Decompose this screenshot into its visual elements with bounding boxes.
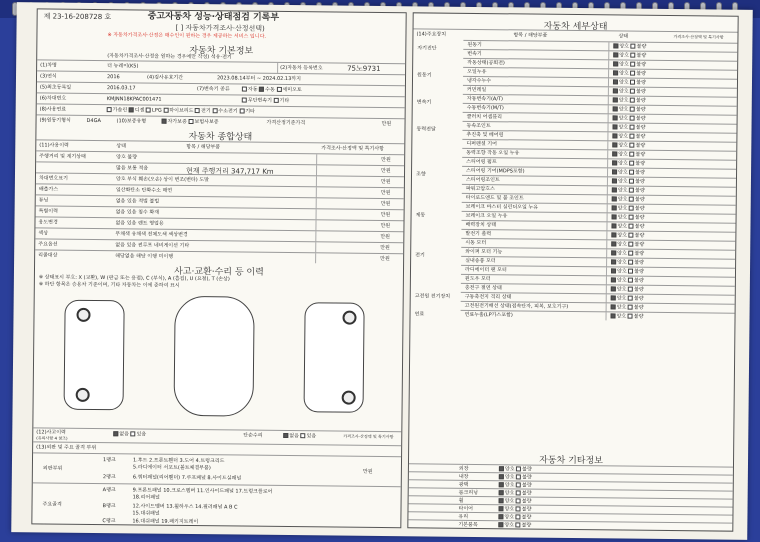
doc-number: 제 23-16-208728 호: [43, 12, 112, 22]
frame-parts: 주요골격 A랭크 9.프론트패널 10.크로스멤버 11.인사이드패널 17.트렁크플로어 18.리어패널 B랭크 12.사이드멤버 13.휠하우스 14.필러패널 A B C 15.대쉬패널 C랭크 16.대쉬패널 19.패키지트레이: [32, 482, 400, 529]
details-title: 자동차 세부상태: [543, 21, 608, 33]
details-row: 구동축전지 격리 상태 양호 불량: [461, 292, 735, 304]
details-group-label: 원동기: [417, 72, 432, 79]
row-accident: (12)사고이력 (유의사항 4 참조) 없음 있음 단순수리 없음 있음 가격조사·산정액 및 특기사항: [33, 427, 401, 442]
row-year: (3)연식 2016 (4)검사유효기간 2023.08.14부터 ~ 2024.02.13까지: [37, 70, 405, 85]
details-row: 시동 모터 양호 불량: [461, 238, 735, 250]
details-group-label: 고전원 전기장치: [414, 292, 451, 300]
accident-note-1: ※ 상태표시 부호: X (교환), W (판금 또는 용접), C (부식), A (흠집), U (요철), T (손상): [38, 274, 230, 283]
details-row: 오일누유 양호 불량: [463, 67, 737, 79]
appearance-row: 룸크리닝 양호 불량: [409, 487, 733, 498]
details-group-label: 전기: [415, 252, 425, 259]
appearance-row: 휠 양호 불량: [409, 495, 733, 506]
overall-row: 튜닝 없음 있음 적법 불법 만원: [36, 194, 404, 209]
details-row: 스티어링 펌프 양호 불량: [462, 157, 736, 169]
details-row: 커먼레일 양호 불량: [463, 85, 737, 97]
details-row: 스티어링 기어(MDPS포함) 양호 불량: [462, 166, 736, 178]
details-row: 라디에이터 팬 모터 양호 불량: [461, 265, 735, 277]
row-vin: (6)차대번호 KMJNN18KPAC001471 무단변속기 기타: [37, 92, 405, 107]
appearance-row: 유리 양호 불량: [408, 511, 732, 522]
appearance-title: 자동차 기타정보: [539, 455, 603, 467]
details-row: 타이로드엔드 및 볼 조인트 양호 불량: [462, 193, 736, 205]
details-row: 연료누출(LP가스포함) 양호 불량: [461, 310, 735, 322]
details-row: 스티어링조인트 양호 불량: [462, 175, 736, 187]
doc-notice: ※ 자동차가격조사·산정은 매수인이 원하는 경우 제공하는 서비스 입니다.: [107, 32, 267, 40]
row-fuel: (8)사용연료 가솔린 디젤 LPG 하이브리드 전기 수소전기 기타: [37, 103, 405, 118]
details-row: 냉각수누수 양호 불량: [463, 76, 737, 88]
details-row: 발전기 출력 양호 불량: [461, 229, 735, 241]
details-row: 실내송풍 모터 양호 불량: [461, 256, 735, 268]
overall-row: 많음 보통 적음 만원: [36, 161, 404, 176]
details-row: 원동기 양호 불량: [463, 40, 737, 52]
overall-row: 용도변경 없음 있음 렌트 영업용 만원: [35, 216, 403, 231]
outer-panels: 외판부위 1랭크 1.후드 2.프론트휀더 3.도어 4.트렁크리드 5.라디에이터 서포트(볼트체결부품) 2랭크 6.쿼터패널(리어휀더) 7.루프패널 8.사이드실패널 만원: [33, 452, 401, 486]
details-row: 수동변속기(M/T) 양호 불량: [463, 103, 737, 115]
details-row: 고전원전기배선 상태(접속단자, 피복, 보호기구) 양호 불량: [461, 301, 735, 313]
row-car-name: (1)차명 더 뉴레이(K5) (2)자동차 등록번호 75노9731: [37, 59, 405, 74]
car-side-left: [64, 300, 125, 411]
first-reg: 2016.03.17: [106, 85, 136, 92]
details-row: 추진축 및 베어링 양호 불량: [462, 130, 736, 142]
overall-row: 주행거리 및 계기상태 양호 불량 만원: [36, 150, 404, 165]
year: 2016: [106, 74, 120, 81]
appearance-row: 광택 양호 불량: [409, 479, 733, 490]
doc-title: 중고자동차 성능·상태점검 기록부: [147, 11, 280, 23]
details-group-label: 제동: [415, 211, 426, 218]
parts-header: (13)외판 및 주요 골격 부위: [33, 441, 401, 456]
details-row: 브레이크 마스터 실린더오일 누유 양호 불량: [462, 202, 736, 214]
details-row: 배력장치 상태 양호 불량: [461, 220, 735, 232]
details-row: 와이퍼 모터 기능 양호 불량: [461, 247, 735, 259]
details-row: 클러치 어셈블리 양호 불량: [463, 112, 737, 124]
overall-title: 자동차 종합상태: [188, 131, 253, 143]
details-row: 충전구 절연 상태 양호 불량: [461, 283, 735, 295]
basic-info-note: (자동차가격조사·산정을 원하는 경우에만 작성) 석유·전기: [107, 53, 232, 61]
row-first-reg: (5)최초등록일 2016.03.17 (7)변속기 종류 자동 수동 세미오토: [37, 81, 405, 96]
inspection-period: 2023.08.14부터 ~ 2024.02.13까지: [216, 75, 301, 83]
car-top-view: [173, 296, 254, 417]
overall-header: (11)사용이력 상태 항목 / 해당부품 가격조사·산정액 및 특기사항: [36, 139, 404, 154]
appearance-row: 내장 양호 불량: [409, 471, 733, 482]
details-rows: [414, 13, 738, 16]
details-group-label: 변속기: [416, 99, 432, 106]
odometer: 현재 주행거리 347,717 Km: [185, 166, 274, 176]
inspection-sheet: [11, 2, 753, 540]
details-header: (14)주요장치 항목 / 해당부품 상태 가격조사·산정액 및 특기사항: [413, 28, 737, 42]
details-group-label: 동력전달: [416, 126, 436, 133]
accident-note-2: ※ 하단 항목은 승용차 기준이며, 기타 자동차는 이에 준하여 표시: [38, 281, 180, 289]
details-row: 등속조인트 양호 불량: [462, 121, 736, 133]
details-group-label: 연료: [414, 310, 425, 317]
overall-row: 특별이력 없음 있음 침수 화재 만원: [36, 205, 404, 220]
overall-row: 차대번호표기 양호 부식 훼손(오손) 상이 변조(변타) 도말 만원: [36, 172, 404, 187]
appearance-row: 타이어 양호 불량: [408, 503, 732, 514]
basic-info-title: 자동차 기본정보: [189, 45, 254, 57]
engine: D4GA: [86, 117, 101, 125]
right-page: [407, 12, 738, 531]
accident-title: 사고·교환·수리 등 이력: [174, 266, 264, 278]
details-row: 윈도우 모터 양호 불량: [461, 274, 735, 286]
details-group-label: 조향: [415, 171, 426, 178]
overall-row: 배출가스 일산화탄소 탄화수소 매연 만원: [36, 183, 404, 198]
details-row: 동력조향 작동 오일 누유 양호 불량: [462, 148, 736, 160]
reg-number: 75노9731: [347, 64, 381, 73]
appearance-rows: [414, 13, 738, 16]
details-row: 작동상태(공회전) 양호 불량: [463, 58, 737, 70]
row-engine: (9)원동기형식 D4GA (10)보증유형 자가보증 보험사보증 가격산정기준가격 만원: [37, 114, 405, 129]
details-row: 자동변속기(A/T) 양호 불량: [463, 94, 737, 106]
appearance-row: 기본품목 양호 불량: [408, 519, 732, 530]
left-page: [31, 8, 406, 528]
overall-row: 색상 무채색 유채색 전체도색 색상변경 만원: [35, 227, 403, 242]
vin: KMJNN18KPAC001471: [106, 96, 162, 103]
doc-subtitle: [ ] 자동차가격조사·산정선택): [175, 23, 265, 33]
overall-row: 주요옵션 없음 있음 썬루프 네비게이션 기타 만원: [35, 238, 403, 253]
details-row: 브레이크 오일 누유 양호 불량: [462, 211, 736, 223]
appearance-row: 외장 양호 불량: [409, 463, 733, 474]
details-row: 디퍼렌셜 기어 양호 불량: [462, 139, 736, 151]
overall-row: 리콜대상 해당없음 해당 이행 미이행 만원: [35, 249, 403, 264]
details-group-label: 자기진단: [417, 45, 437, 52]
details-row: 변속기 양호 불량: [463, 49, 737, 61]
details-row: 파워고압호스 양호 불량: [462, 184, 736, 196]
car-name: 더 뉴레이(K5): [107, 63, 139, 70]
